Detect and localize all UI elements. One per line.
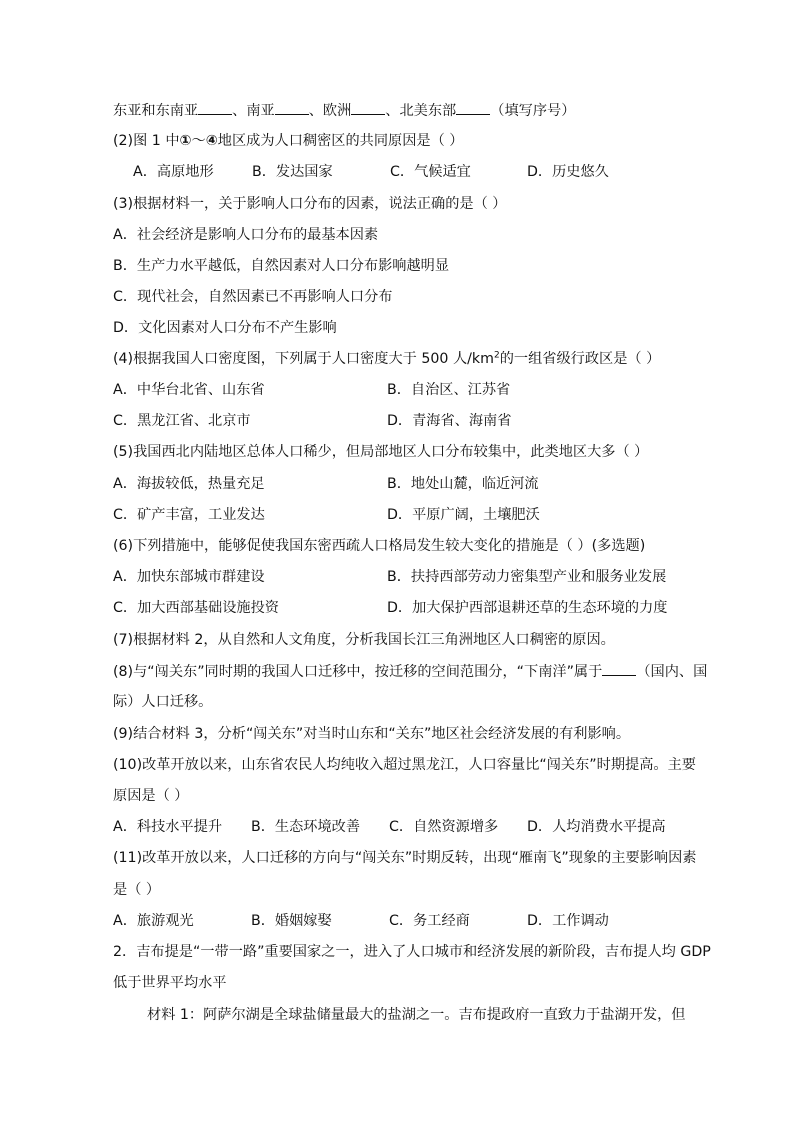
question-2-intro-line-2: 低于世界平均水平 (113, 975, 227, 991)
option-d[interactable]: D．历史悠久 (527, 164, 609, 180)
text-segment: (8)与“闯关东”同时期的我国人口迁移中，按迁移的空间范围分，“下南洋”属于 (113, 664, 603, 680)
option-d[interactable]: D．青海省、海南省 (387, 413, 512, 429)
question-10-stem-line-2: 原因是（ ） (113, 788, 189, 804)
question-3-stem: (3)根据材料一，关于影响人口分布的因素，说法正确的是（ ） (113, 196, 507, 212)
question-7-stem: (7)根据材料 2，从自然和人文角度，分析我国长江三角洲地区人口稠密的原因。 (113, 632, 615, 648)
option-d[interactable]: D．文化因素对人口分布不产生影响 (113, 320, 337, 336)
text-segment: (4)根据我国人口密度图，下列属于人口密度大于 500 人/km (113, 351, 494, 367)
question-2-options (133, 162, 613, 182)
question-4-options-row-1 (113, 380, 673, 400)
question-4-stem (113, 349, 660, 369)
question-10-options (113, 817, 673, 837)
question-9-stem: (9)结合材料 3，分析“闯关东”对当时山东和“关东”地区社会经济发展的有利影响。 (113, 726, 631, 742)
option-c[interactable]: C．黑龙江省、北京市 (113, 413, 251, 429)
option-c[interactable]: C．矿产丰富，工业发达 (113, 507, 265, 523)
text-segment: 地区成为人口稠密区的共同原因是（ ） (217, 133, 464, 149)
option-a[interactable]: A．海拔较低，热量充足 (113, 476, 265, 492)
answer-blank[interactable] (456, 100, 490, 115)
question-5-options-row-2 (113, 505, 673, 525)
question-4-options-row-2 (113, 411, 673, 431)
option-a[interactable]: A．高原地形 (133, 164, 214, 180)
option-b[interactable]: B．婚姻嫁娶 (251, 913, 332, 929)
text-segment: 东亚和东南亚 (113, 103, 199, 119)
option-a[interactable]: A．加快东部城市群建设 (113, 569, 265, 585)
text-segment: 、欧洲 (308, 103, 352, 119)
question-5-options-row-1 (113, 474, 673, 494)
option-b[interactable]: B．生态环境改善 (251, 819, 361, 835)
question-8-stem-line-2: 际）人口迁移。 (113, 694, 213, 710)
question-10-stem-line-1: (10)改革开放以来，山东省农民人均纯收入超过黑龙江，人口容量比“闯关东”时期提高。主要 (113, 757, 696, 773)
text-segment: 、南亚 (232, 103, 275, 119)
option-d[interactable]: D．工作调动 (527, 913, 609, 929)
question-2-intro-line-1: 2．吉布提是“一带一路”重要国家之一，进入了人口城市和经济发展的新阶段，吉布提人均 GDP (113, 944, 711, 960)
question-8-stem-line-1 (113, 661, 707, 682)
question-11-stem-line-2: 是（ ） (113, 882, 161, 898)
option-a[interactable]: A．社会经济是影响人口分布的最基本因素 (113, 227, 379, 243)
question-11-options (113, 911, 673, 931)
option-b[interactable]: B．地处山麓，临近河流 (387, 476, 539, 492)
option-c[interactable]: C．自然资源增多 (389, 819, 499, 835)
circled-number: ① (179, 133, 192, 149)
answer-blank[interactable] (351, 100, 385, 115)
question-5-stem: (5)我国西北内陆地区总体人口稀少，但局部地区人口分布较集中，此类地区大多（ ） (113, 444, 649, 460)
text-segment: ～ (191, 133, 206, 149)
option-c[interactable]: C．现代社会，自然因素已不再影响人口分布 (113, 289, 393, 305)
option-b[interactable]: B．生产力水平越低，自然因素对人口分布影响越明显 (113, 258, 450, 274)
option-a[interactable]: A．中华台北省、山东省 (113, 382, 265, 398)
option-b[interactable]: B．发达国家 (252, 164, 333, 180)
option-b[interactable]: B．自治区、江苏省 (387, 382, 511, 398)
option-a[interactable]: A．科技水平提升 (113, 819, 223, 835)
text-segment: （国内、国 (636, 664, 708, 680)
answer-blank[interactable] (275, 100, 309, 115)
option-b[interactable]: B．扶持西部劳动力密集型产业和服务业发展 (387, 569, 667, 585)
superscript: 2 (493, 350, 500, 361)
question-6-options-row-2 (113, 598, 693, 618)
answer-blank[interactable] (602, 661, 636, 676)
question-11-stem-line-1: (11)改革开放以来，人口迁移的方向与“闯关东”时期反转，出现“雁南飞”现象的主要影响因素 (113, 850, 697, 866)
material-1-paragraph: 材料 1：阿萨尔湖是全球盐储量最大的盐湖之一。吉布提政府一直致力于盐湖开发，但 (147, 1007, 686, 1023)
option-c[interactable]: C．务工经商 (389, 913, 470, 929)
option-c[interactable]: C．加大西部基础设施投资 (113, 600, 279, 616)
option-d[interactable]: D．人均消费水平提高 (527, 819, 666, 835)
text-segment: 、北美东部 (385, 103, 457, 119)
option-d[interactable]: D．平原广阔，土壤肥沃 (387, 507, 540, 523)
answer-blank[interactable] (198, 100, 232, 115)
circled-number: ④ (205, 133, 218, 149)
option-a[interactable]: A．旅游观光 (113, 913, 194, 929)
question-1-blanks-line (113, 100, 575, 121)
question-6-options-row-1 (113, 567, 693, 587)
text-segment: 的一组省级行政区是（ ） (499, 351, 661, 367)
question-6-stem: (6)下列措施中，能够促使我国东密西疏人口格局发生较大变化的措施是（ ）(多选题) (113, 538, 646, 554)
text-segment: （填写序号） (490, 103, 576, 119)
text-segment: (2)图 1 中 (113, 133, 180, 149)
option-d[interactable]: D．加大保护西部退耕还草的生态环境的力度 (387, 600, 668, 616)
option-c[interactable]: C．气候适宜 (390, 164, 471, 180)
question-2-stem (113, 131, 463, 151)
